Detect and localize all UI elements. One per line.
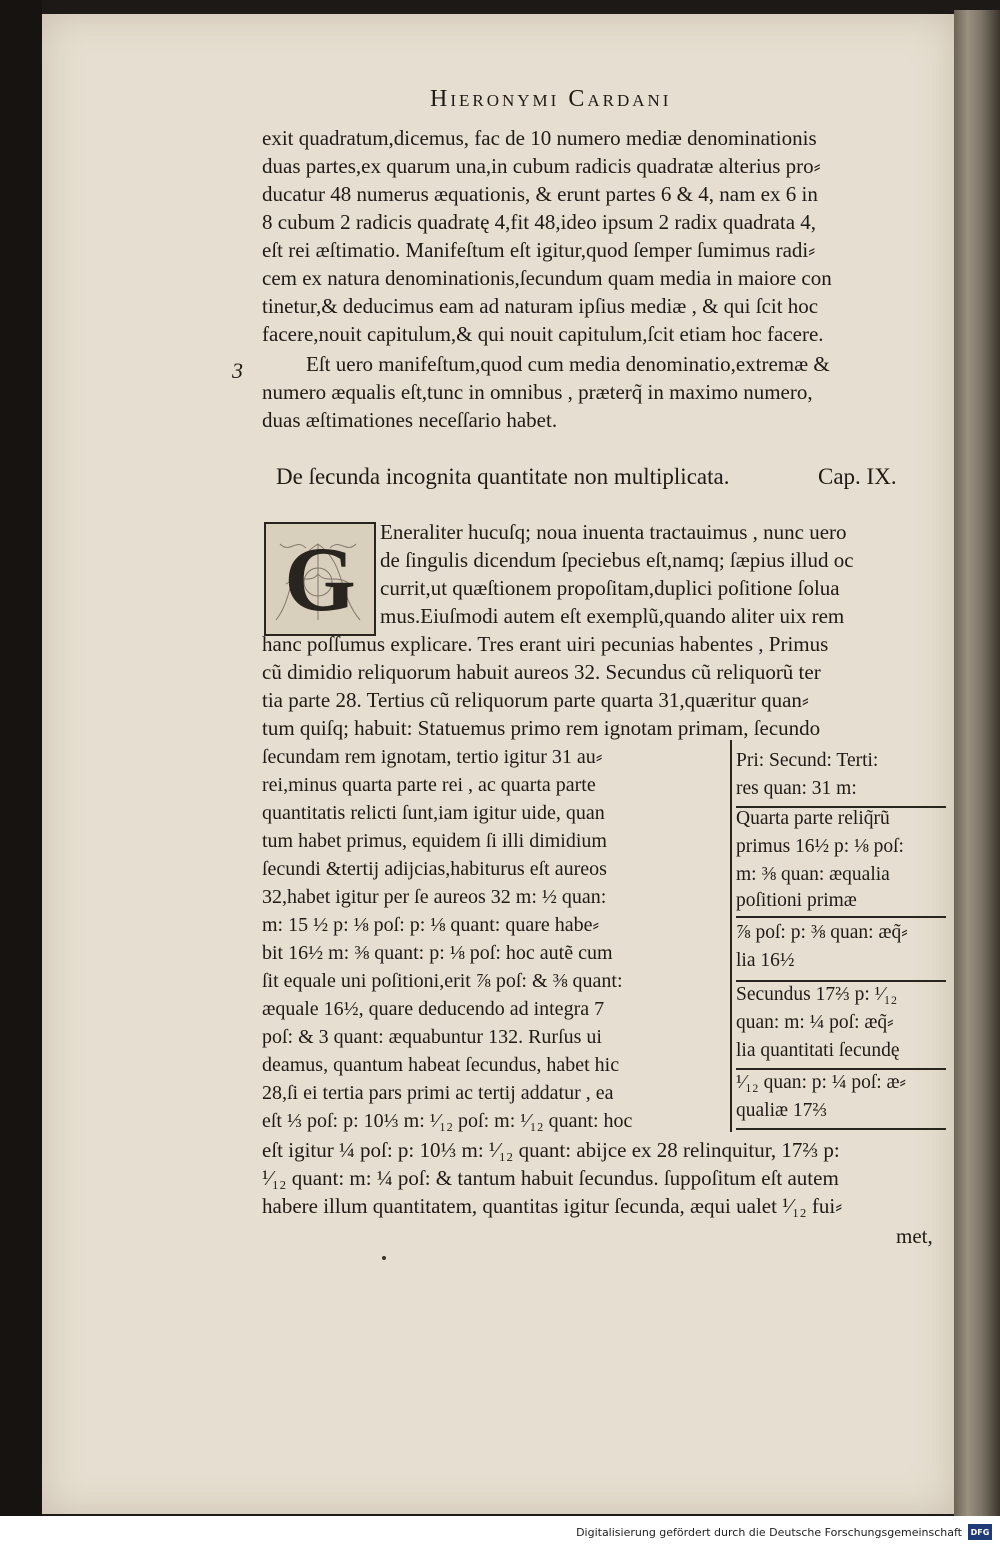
text-line: eſt rei æſtimatio. Manifeſtum eſt igitur,quod ſemper ſumimus radi⸗ [262,238,816,262]
text-line: tia parte 28. Tertius cũ reliquorum parte quarta 31,quæritur quan⸗ [262,688,809,712]
text-line: rei,minus quarta parte rei , ac quarta parte [262,774,596,796]
text-line: duas partes,ex quarum una,in cubum radicis quadratæ alterius pro⸗ [262,154,821,178]
scan-background [0,0,42,1516]
digitization-footer [0,1516,1000,1552]
text-line: eſt igitur ¼ poſ: p: 10⅓ m: ¹⁄₁₂ quant: abijce ex 28 relinquitur, 17⅔ p: [262,1138,840,1162]
margin-note-line: lia quantitati ſecundę [736,1040,900,1061]
margin-note-line: qualiæ 17⅔ [736,1100,827,1121]
margin-note-line: quan: m: ¼ poſ: æq̃⸗ [736,1012,894,1033]
text-line: eſt ⅓ poſ: p: 10⅓ m: ¹⁄₁₂ poſ: m: ¹⁄₁₂ quant: hoc [262,1110,633,1132]
catchword: met, [896,1224,933,1248]
ink-spot [382,1256,386,1260]
page-edge [954,10,1000,1516]
text-line: mus.Eiuſmodi autem eſt exemplũ,quando aliter uix rem [380,604,845,628]
margin-note-line: Quarta parte reliq̃rũ [736,808,890,829]
text-line: 32,habet igitur per ſe aureos 32 m: ½ quan: [262,886,607,908]
note-rule [736,1068,946,1070]
margin-note-line: res quan: 31 m: [736,778,857,799]
text-line: ſecundam rem ignotam, tertio igitur 31 au⸗ [262,746,603,768]
text-line: hanc poſſumus explicare. Tres erant uiri pecunias habentes , Primus [262,632,829,656]
margin-note-line: ¹⁄₁₂ quan: p: ¼ poſ: æ⸗ [736,1072,907,1093]
margin-note-line: Secundus 17⅔ p: ¹⁄₁₂ [736,984,898,1005]
decorated-initial [264,522,376,636]
text-line: de ſingulis dicendum ſpeciebus eſt,namq; ſæpius illud oc [380,548,854,572]
text-line: Eneraliter hucuſq; noua inuenta tractauimus , nunc uero [380,520,847,544]
text-line: duas æſtimationes neceſſario habet. [262,408,558,432]
text-line: æquale 16½, quare deducendo ad integra 7 [262,998,605,1020]
running-title: Hieronymi Cardani [430,86,672,112]
text-line: m: 15 ½ p: ⅛ poſ: p: ⅛ quant: quare habe⸗ [262,914,600,936]
text-line: currit,ut quæſtionem propoſitam,duplici poſitione ſolua [380,576,840,600]
text-line: cem ex natura denominationis,ſecundum quam media in maiore con [262,266,832,290]
text-line: ſecundi &tertij adijcias,habiturus eſt aureos [262,858,607,880]
margin-note-line: lia 16½ [736,950,795,971]
chapter-title: De ſecunda incognita quantitate non multiplicata. [276,464,730,489]
note-rule [736,980,946,982]
column-divider [730,740,732,1132]
text-line: 28,ſi ei tertia pars primi ac tertij addatur , ea [262,1082,614,1104]
margin-note-line: Pri: Secund: Terti: [736,750,879,771]
text-line: cũ dimidio reliquorum habuit aureos 32. Secundus cũ reliquorũ ter [262,660,821,684]
text-line: quantitatis relicti ſunt,iam igitur uide, quan [262,802,605,824]
margin-note-line: ⅞ poſ: p: ⅜ quan: æq̃⸗ [736,922,908,943]
text-line: ducatur 48 numerus æquationis, & erunt partes 6 & 4, nam ex 6 in [262,182,818,206]
margin-note-line: poſitioni primæ [736,890,857,911]
text-line: bit 16½ m: ⅜ quant: p: ⅛ poſ: hoc autẽ cum [262,942,613,964]
footer-credit: Digitalisierung gefördert durch die Deutsche Forschungsgemeinschaft [576,1526,962,1539]
text-line: tum quiſq; habuit: Statuemus primo rem ignotam primam, ſecundo [262,716,821,740]
text-line: habere illum quantitatem, quantitas igitur ſecunda, æqui ualet ¹⁄₁₂ fui⸗ [262,1194,843,1218]
margin-number: 3 [232,358,243,383]
margin-note-line: m: ⅜ quan: æqualia [736,864,890,885]
text-line: numero æqualis eſt,tunc in omnibus , præterq̃ in maximo numero, [262,380,813,404]
dfg-logo: DFG [968,1524,992,1540]
text-line: 8 cubum 2 radicis quadratę 4,fit 48,ideo ipsum 2 radix quadrata 4, [262,210,817,234]
initial-letter: G [284,528,356,630]
text-line: Eſt uero manifeſtum,quod cum media denominatio,extremæ & [306,352,830,376]
note-rule [736,1128,946,1130]
margin-note-line: primus 16½ p: ⅛ poſ: [736,836,904,857]
chapter-number: Cap. IX. [818,464,897,489]
text-line: tum habet primus, equidem ſi illi dimidium [262,830,607,852]
text-line: ¹⁄₁₂ quant: m: ¼ poſ: & tantum habuit ſecundus. ſuppoſitum eſt autem [262,1166,839,1190]
text-line: facere,nouit capitulum,& qui nouit capitulum,ſcit etiam hoc facere. [262,322,824,346]
text-line: exit quadratum,dicemus, fac de 10 numero mediæ denominationis [262,126,817,150]
text-line: deamus, quantum habeat ſecundus, habet hic [262,1054,620,1076]
text-line: tinetur,& deducimus eam ad naturam ipſius mediæ , & qui ſcit hoc [262,294,819,318]
text-line: poſ: & 3 quant: æquabuntur 132. Rurſus ui [262,1026,602,1048]
text-line: ſit equale uni poſitioni,erit ⅞ poſ: & ⅜ quant: [262,970,623,992]
note-rule [736,916,946,918]
